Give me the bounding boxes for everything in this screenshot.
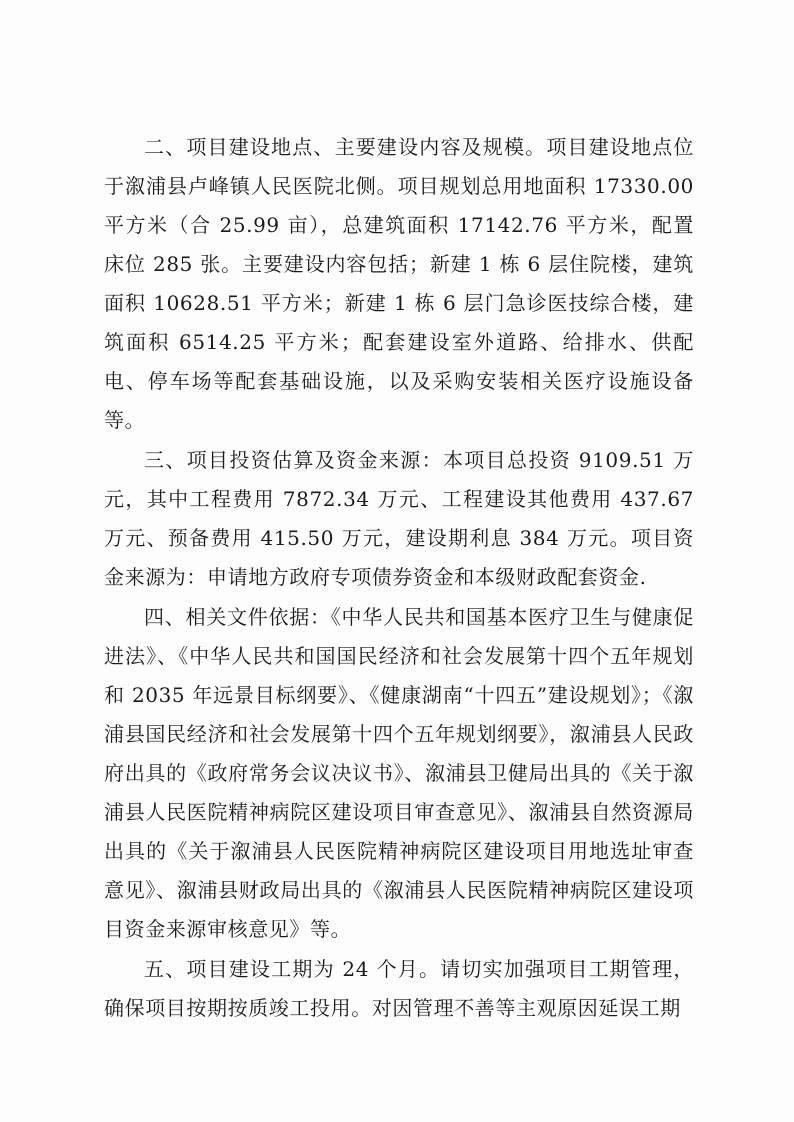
paragraph-reference-documents: 四、相关文件依据：《中华人民共和国基本医疗卫生与健康促进法》、《中华人民共和国国民经济和社会发展第十四个五年规划和 2035 年远景目标纲要》、《健康湖南“十四五”建设规划》；《溆浦县国民经济和社会发展第十四个五年规划纲要》，溆浦县人民政府出具的《政府常务会议决议书》、溆浦县卫健局出具的《关于溆浦县人民医院精神病院区建设项目审查意见》、溆浦县自然资源局出具的《关于溆浦县人民医院精神病院区建设项目用地选址审查意见》、溆浦县财政局出具的《溆浦县人民医院精神病院区建设项目资金来源审核意见》等。 xyxy=(104,605,694,941)
paragraph-construction-period: 五、项目建设工期为 24 个月。请切实加强项目工期管理，确保项目按期按质竣工投用。对因管理不善等主观原因延误工期 xyxy=(104,957,694,1020)
paragraph-project-location-scale: 二、项目建设地点、主要建设内容及规模。项目建设地点位于溆浦县卢峰镇人民医院北侧。项目规划总用地面积 17330.00 平方米（合 25.99 亩），总建筑面积 17142.76 平方米，配置床位 285 张。主要建设内容包括；新建 1 栋 6 层住院楼，建筑面积 10628.51 平方米；新建 1 栋 6 层门急诊医技综合楼，建筑面积 6514.25 平方米；配套建设室外道路、给排水、供配电、停车场等配套基础设施，以及采购安装相关医疗设施设备等。 xyxy=(104,135,694,432)
document-body xyxy=(104,128,694,1028)
paragraph-investment-funding: 三、项目投资估算及资金来源：本项目总投资 9109.51 万元，其中工程费用 7872.34 万元、工程建设其他费用 437.67 万元、预备费用 415.50 万元，建设期利息 384 万元。项目资金来源为：申请地方政府专项债券资金和本级财政配套资金. xyxy=(104,448,694,589)
